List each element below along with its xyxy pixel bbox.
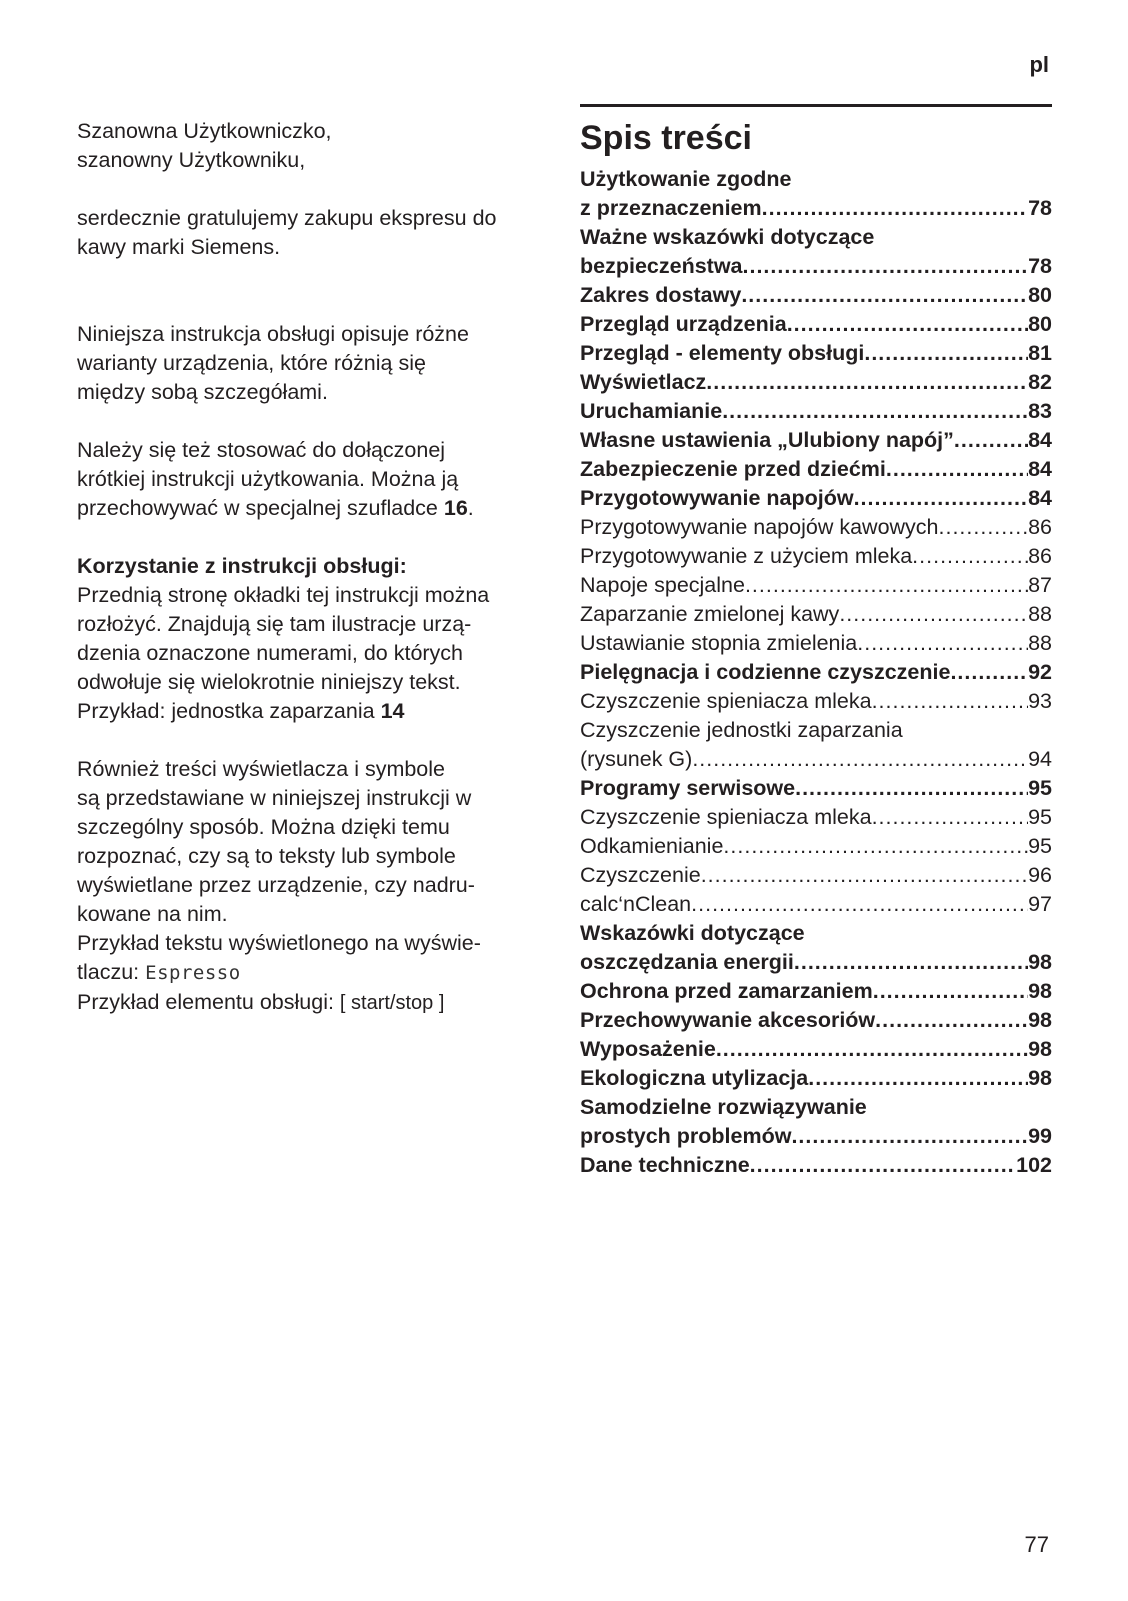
toc-dot-leader: [857, 629, 1028, 658]
toc-entry: [580, 571, 1052, 600]
toc-entry-title: Czyszczenie spieniacza mleka: [580, 805, 872, 829]
toc-entry-page: 102: [1016, 1153, 1052, 1177]
toc-entry-title: Pielęgnacja i codzienne czyszczenie: [580, 660, 951, 684]
text: Przykład: jednostka zaparzania: [77, 699, 381, 723]
toc-entry-title: oszczędzania energii: [580, 950, 794, 974]
display-line: rozpoznać, czy są to teksty lub symbole: [77, 844, 456, 868]
toc-entry: [580, 803, 1052, 832]
toc-entry: [580, 977, 1052, 1006]
toc-entry-title: Odkamienianie: [580, 834, 724, 858]
toc-dot-leader: [795, 774, 1028, 803]
short-instructions-line: krótkiej instrukcji użytkowania. Można ją: [77, 467, 459, 491]
text: tlaczu:: [77, 960, 146, 984]
display-line: kowane na nim.: [77, 902, 228, 926]
toc-entry-title: Przygotowywanie z użyciem mleka: [580, 544, 913, 568]
usage-line: Przednią stronę okładki tej instrukcji można: [77, 583, 490, 607]
toc-entry-heading: Użytkowanie zgodne: [580, 167, 792, 191]
toc-entry: [580, 774, 1052, 803]
toc-entry-title: Programy serwisowe: [580, 776, 796, 800]
toc-entry-title: Zakres dostawy: [580, 283, 742, 307]
toc-entry-page: 95: [1028, 776, 1052, 800]
toc-entry: [580, 397, 1052, 426]
greeting-line: Szanowna Użytkowniczko,: [77, 119, 332, 143]
drawer-reference: 16: [443, 496, 468, 520]
text: przechowywać w specjalnej szufladce: [77, 496, 444, 520]
toc-entry-title: Ekologiczna utylizacja: [580, 1066, 809, 1090]
toc-entry-heading: Wskazówki dotyczące: [580, 921, 805, 945]
toc-entry-page: 78: [1028, 254, 1052, 278]
display-line: Również treści wyświetlacza i symbole: [77, 757, 445, 781]
toc-entry: [580, 1151, 1052, 1180]
toc-entry: [580, 252, 1052, 281]
usage-line: [77, 697, 557, 726]
page-number: 77: [1024, 1532, 1049, 1557]
toc-entry: [580, 368, 1052, 397]
toc-entry: [580, 745, 1052, 774]
toc-entry-page: 98: [1028, 1066, 1052, 1090]
toc-entry-title: Napoje specjalne: [580, 573, 745, 597]
toc-entry-page: 94: [1028, 747, 1052, 771]
toc-entry: [580, 1035, 1052, 1064]
display-line: wyświetlane przez urządzenie, czy nadru-: [77, 873, 475, 897]
toc-entry-page: 93: [1028, 689, 1052, 713]
toc-dot-leader: [950, 658, 1028, 687]
toc-dot-leader: [691, 890, 1028, 919]
toc-entry-page: 92: [1028, 660, 1052, 684]
toc-dot-leader: [745, 571, 1028, 600]
toc-entry-title: Czyszczenie spieniacza mleka: [580, 689, 872, 713]
toc-entry: [580, 455, 1052, 484]
display-line: są przedstawiane w niniejszej instrukcji w: [77, 786, 472, 810]
toc-entry: [580, 832, 1052, 861]
toc-entry-title: Uruchamianie: [580, 399, 723, 423]
toc-entry-page: 82: [1028, 370, 1052, 394]
toc-dot-leader: [939, 513, 1029, 542]
toc-entry: [580, 339, 1052, 368]
brewing-unit-reference: 14: [380, 699, 405, 723]
toc-entry: [580, 542, 1052, 571]
intro-column: [77, 117, 557, 1018]
toc-entry-page: 88: [1028, 602, 1052, 626]
congrats-line: serdecznie gratulujemy zakupu ekspresu do: [77, 206, 497, 230]
toc-entry-page: 88: [1028, 631, 1052, 655]
toc-dot-leader: [743, 252, 1029, 281]
text: .: [467, 496, 474, 520]
toc-dot-leader: [762, 194, 1028, 223]
toc-entry: [580, 948, 1052, 977]
toc-entry-title: Wyświetlacz: [580, 370, 707, 394]
toc-entry: [580, 310, 1052, 339]
toc-entry-title: (rysunek G): [580, 747, 693, 771]
short-instructions-line: [77, 494, 557, 523]
toc-entry-page: 98: [1028, 979, 1052, 1003]
table-of-contents: [580, 104, 1052, 1180]
toc-entry-heading: Czyszczenie jednostki zaparzania: [580, 718, 903, 742]
toc-entry-title: Zabezpieczenie przed dziećmi: [580, 457, 886, 481]
toc-entry-page: 81: [1028, 341, 1052, 365]
congrats-line: kawy marki Siemens.: [77, 235, 281, 259]
control-element-example: [ start/stop ]: [339, 992, 445, 1014]
short-instructions-line: Należy się też stosować do dołączonej: [77, 438, 446, 462]
toc-entry-page: 86: [1028, 515, 1052, 539]
toc-dot-leader: [886, 455, 1028, 484]
usage-line: odwołuje się wielokrotnie niniejszy tekst.: [77, 670, 461, 694]
toc-entry: [580, 890, 1052, 919]
toc-entry: [580, 600, 1052, 629]
toc-entry-page: 84: [1028, 428, 1052, 452]
toc-entry-title: Ochrona przed zamarzaniem: [580, 979, 873, 1003]
display-line: [77, 988, 557, 1018]
toc-dot-leader: [873, 977, 1028, 1006]
toc-entry-title: Przechowywanie akcesoriów: [580, 1008, 876, 1032]
toc-list: [580, 165, 1052, 1180]
display-line: szczególny sposób. Można dzięki temu: [77, 815, 450, 839]
toc-dot-leader: [839, 600, 1028, 629]
toc-entry-title: Ustawianie stopnia zmielenia: [580, 631, 858, 655]
text: Przykład elementu obsługi:: [77, 990, 340, 1014]
toc-entry-title: Czyszczenie: [580, 863, 701, 887]
toc-entry-page: 98: [1028, 1008, 1052, 1032]
toc-entry: [580, 1064, 1052, 1093]
toc-entry: [580, 513, 1052, 542]
toc-dot-leader: [912, 542, 1028, 571]
display-line: [77, 958, 557, 988]
toc-dot-leader: [741, 281, 1028, 310]
toc-entry-page: 83: [1028, 399, 1052, 423]
toc-entry-title: z przeznaczeniem: [580, 196, 762, 220]
toc-entry-page: 97: [1028, 892, 1052, 916]
toc-dot-leader: [716, 1035, 1028, 1064]
toc-entry: [580, 629, 1052, 658]
toc-entry-page: 87: [1028, 573, 1052, 597]
toc-dot-leader: [692, 745, 1028, 774]
toc-entry-page: 78: [1028, 196, 1052, 220]
toc-entry-title: Wyposażenie: [580, 1037, 716, 1061]
toc-title: Spis treści: [580, 119, 752, 157]
toc-entry-page: 98: [1028, 950, 1052, 974]
toc-entry-page: 95: [1028, 805, 1052, 829]
usage-line: rozłożyć. Znajdują się tam ilustracje urzą-: [77, 612, 472, 636]
divider: [580, 104, 1052, 107]
toc-entry-page: 99: [1028, 1124, 1052, 1148]
toc-entry-page: 86: [1028, 544, 1052, 568]
toc-entry: [580, 484, 1052, 513]
toc-entry-heading: Samodzielne rozwiązywanie: [580, 1095, 867, 1119]
toc-entry: [580, 426, 1052, 455]
toc-dot-leader: [875, 1006, 1028, 1035]
greeting-line: szanowny Użytkowniku,: [77, 148, 306, 172]
toc-dot-leader: [864, 339, 1028, 368]
toc-entry-title: calc‘nClean: [580, 892, 692, 916]
toc-entry-title: prostych problemów: [580, 1124, 792, 1148]
display-text-example: Espresso: [145, 962, 241, 984]
toc-entry-title: Własne ustawienia „Ulubiony napój”: [580, 428, 954, 452]
toc-entry-page: 80: [1028, 312, 1052, 336]
toc-entry-title: Przygotowywanie napojów: [580, 486, 854, 510]
variants-line: między sobą szczegółami.: [77, 380, 328, 404]
toc-entry-page: 84: [1028, 457, 1052, 481]
toc-entry: [580, 1122, 1052, 1151]
usage-heading: Korzystanie z instrukcji obsługi:: [77, 554, 407, 578]
toc-dot-leader: [808, 1064, 1028, 1093]
toc-entry: [580, 687, 1052, 716]
toc-entry-heading: Ważne wskazówki dotyczące: [580, 225, 875, 249]
language-code: pl: [1029, 52, 1049, 77]
toc-dot-leader: [787, 310, 1028, 339]
toc-entry-title: Dane techniczne: [580, 1153, 750, 1177]
toc-dot-leader: [750, 1151, 1016, 1180]
toc-dot-leader: [872, 687, 1029, 716]
toc-entry: [580, 861, 1052, 890]
toc-entry-title: Zaparzanie zmielonej kawy: [580, 602, 840, 626]
toc-dot-leader: [723, 832, 1028, 861]
toc-entry-title: Przygotowywanie napojów kawowych: [580, 515, 939, 539]
variants-line: Niniejsza instrukcja obsługi opisuje różne: [77, 322, 469, 346]
toc-dot-leader: [872, 803, 1029, 832]
toc-dot-leader: [791, 1122, 1028, 1151]
variants-line: warianty urządzenia, które różnią się: [77, 351, 426, 375]
toc-dot-leader: [701, 861, 1028, 890]
toc-entry-page: 98: [1028, 1037, 1052, 1061]
toc-dot-leader: [954, 426, 1028, 455]
toc-entry: [580, 1006, 1052, 1035]
toc-entry-page: 96: [1028, 863, 1052, 887]
toc-entry-page: 84: [1028, 486, 1052, 510]
toc-entry-page: 80: [1028, 283, 1052, 307]
toc-entry-title: Przegląd urządzenia: [580, 312, 787, 336]
toc-entry-title: bezpieczeństwa: [580, 254, 743, 278]
usage-line: dzenia oznaczone numerami, do których: [77, 641, 464, 665]
toc-dot-leader: [854, 484, 1029, 513]
toc-entry-title: Przegląd - elementy obsługi: [580, 341, 865, 365]
toc-entry-page: 95: [1028, 834, 1052, 858]
toc-dot-leader: [722, 397, 1028, 426]
toc-entry: [580, 281, 1052, 310]
toc-dot-leader: [794, 948, 1028, 977]
toc-entry: [580, 658, 1052, 687]
display-line: Przykład tekstu wyświetlonego na wyświe-: [77, 931, 481, 955]
toc-dot-leader: [706, 368, 1028, 397]
toc-entry: [580, 194, 1052, 223]
